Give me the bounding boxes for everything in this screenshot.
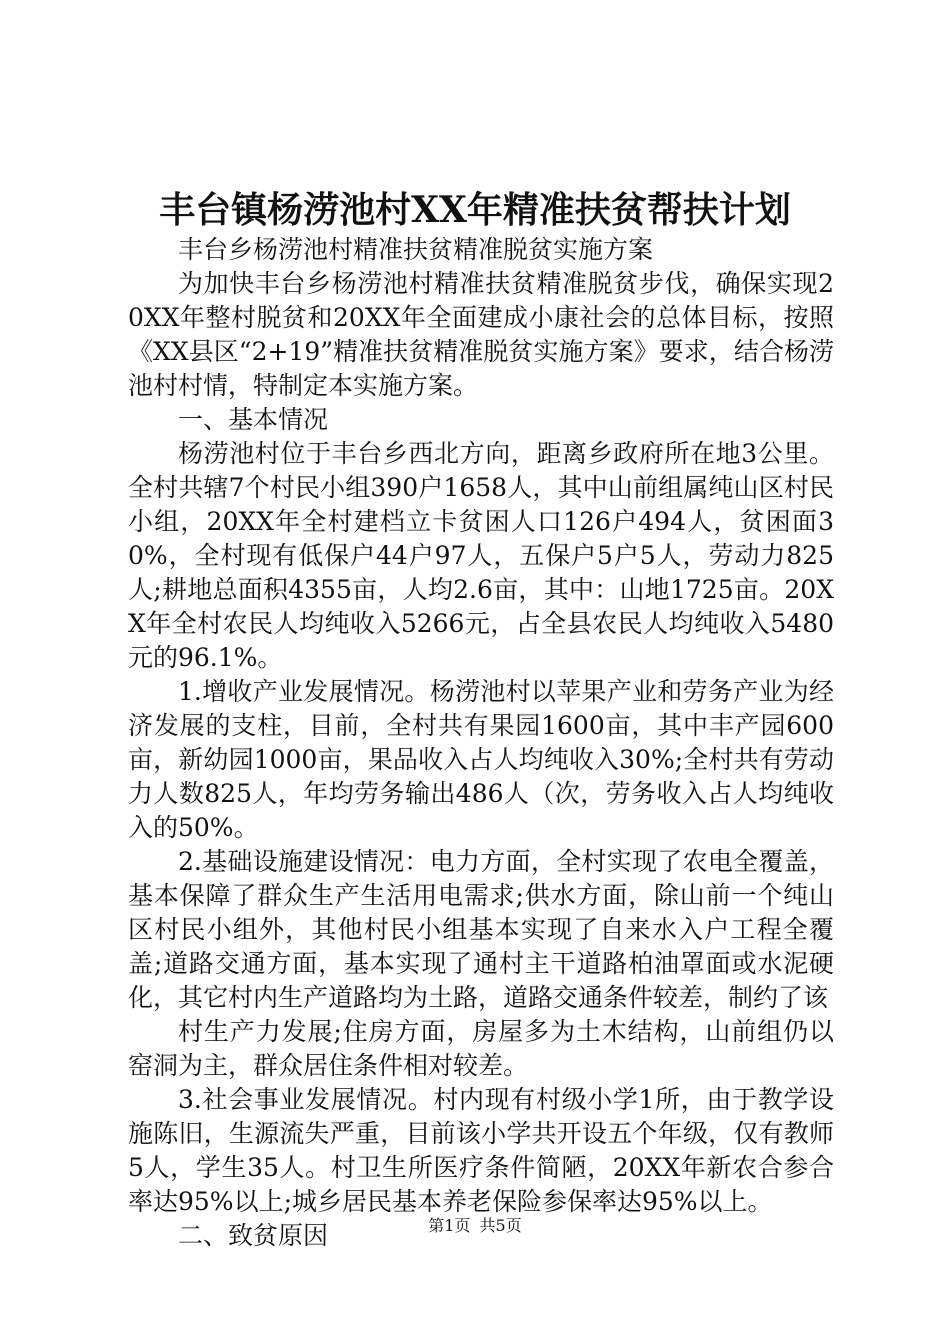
document-title: 丰台镇杨涝池村XX年精准扶贫帮扶计划: [159, 189, 791, 231]
section-heading-basic-info: 一、基本情况: [178, 405, 329, 434]
social-affairs-paragraph: 3.社会事业发展情况。村内现有村级小学1所，由于教学设施陈旧，生源流失严重，目前该小学共开设五个年级，仅有教师5人，学生35人。村卫生所医疗条件简陋，20XX年新农合参合率达95%以上;城乡居民基本养老保险参保率达95%以上。: [128, 1085, 834, 1216]
page-footer: [0, 1216, 950, 1236]
page-number: 第1页: [428, 1216, 471, 1235]
document-body: [128, 233, 834, 1253]
industry-paragraph: 1.增收产业发展情况。杨涝池村以苹果产业和劳务产业为经济发展的支柱，目前，全村共有果园1600亩，其中丰产园600亩，新幼园1000亩，果品收入占人均纯收入30%;全村共有劳动力人数825人，年均劳务输出486人（次，劳务收入占人均纯收入的50%。: [128, 677, 834, 842]
basic-info-paragraph: 杨涝池村位于丰台乡西北方向，距离乡政府所在地3公里。全村共辖7个村民小组390户1658人，其中山前组属纯山区村民小组，20XX年全村建档立卡贫困人口126户494人，贫困面30%，全村现有低保户44户97人，五保户5户5人，劳动力825人;耕地总面积4355亩，人均2.6亩，其中：山地1725亩。20XX年全村农民人均纯收入5266元，占全县农民人均纯收入5480元的96.1%。: [128, 439, 834, 672]
infrastructure-continued-paragraph: 村生产力发展;住房方面，房屋多为土木结构，山前组仍以窑洞为主，群众居住条件相对较差。: [128, 1017, 834, 1080]
intro-paragraph: 为加快丰台乡杨涝池村精准扶贫精准脱贫步伐，确保实现20XX年整村脱贫和20XX年全面建成小康社会的总体目标，按照《XX县区“2+19”精准扶贫精准脱贫实施方案》要求，结合杨涝池村村情，特制定本实施方案。: [128, 269, 834, 400]
page-total: 共5页: [479, 1216, 522, 1235]
infrastructure-paragraph: 2.基础设施建设情况：电力方面，全村实现了农电全覆盖，基本保障了群众生产生活用电需求;供水方面，除山前一个纯山区村民小组外，其他村民小组基本实现了自来水入户工程全覆盖;道路交通方面，基本实现了通村主干道路柏油罩面或水泥硬化，其它村内生产道路均为土路，道路交通条件较差，制约了该: [128, 847, 834, 1012]
section-heading-poverty-causes: 二、致贫原因: [178, 1221, 329, 1250]
subtitle-paragraph: 丰台乡杨涝池村精准扶贫精准脱贫实施方案: [178, 235, 654, 264]
